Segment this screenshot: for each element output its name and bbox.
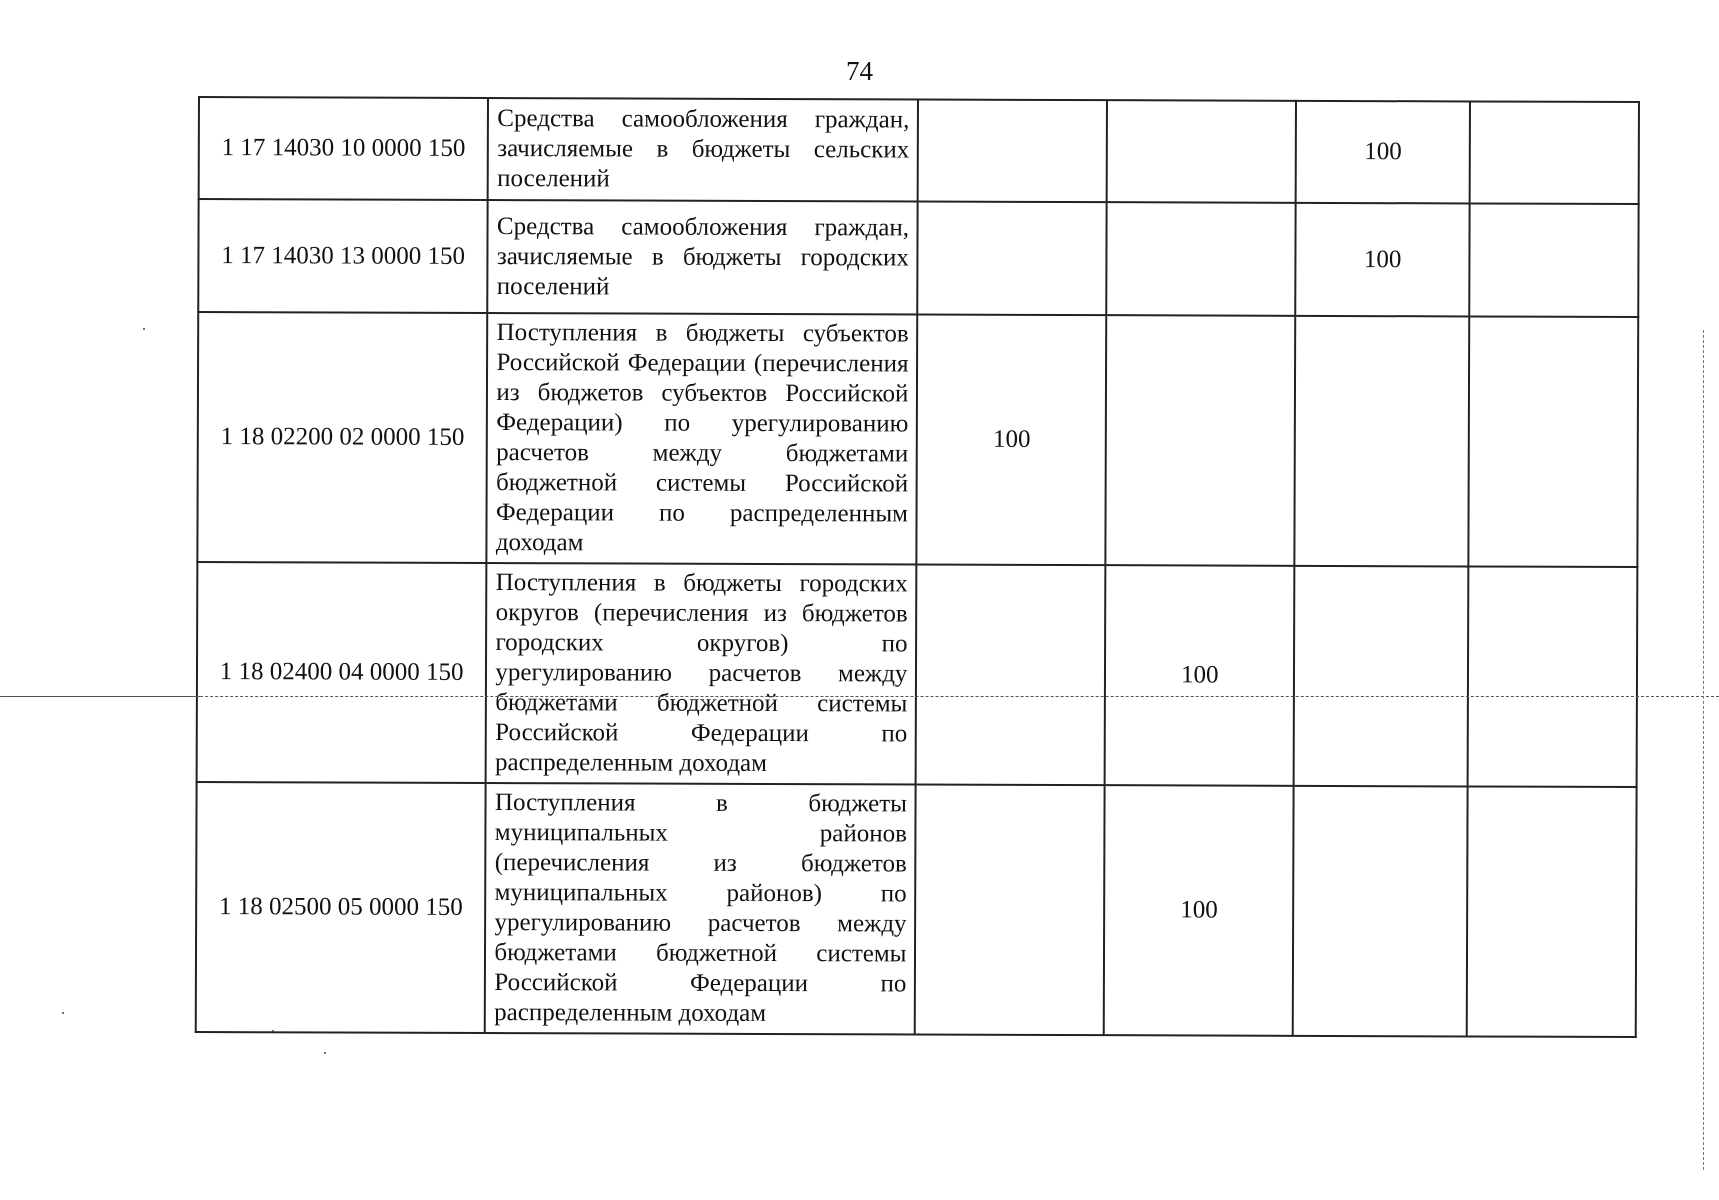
value-cell — [916, 565, 1106, 786]
scan-speck — [143, 328, 145, 330]
table-row — [197, 562, 1638, 787]
scan-speck — [324, 1052, 326, 1054]
scan-artifact-line — [0, 696, 1719, 697]
value-cell — [1293, 786, 1468, 1037]
revenue-description: Средства самообложения граждан, зачисляемые в бюджеты сельских поселений — [488, 98, 918, 202]
value-cell — [1295, 316, 1470, 567]
revenue-code: 1 17 14030 13 0000 150 — [198, 199, 488, 313]
revenue-table — [195, 96, 1640, 1038]
revenue-description: Поступления в бюджеты субъектов Российской Федерации (перечисления из бюджетов субъектов Российской Федерации) по урегулированию расчетов между бюджетами бюджетной системы Российской Федерации по распределенным доходам — [487, 313, 918, 564]
page-number: 74 — [846, 56, 873, 86]
revenue-code: 1 18 02200 02 0000 150 — [197, 312, 487, 563]
scan-speck — [62, 1012, 64, 1014]
value-cell — [1106, 315, 1296, 566]
value-cell — [918, 100, 1107, 203]
value-cell — [1469, 203, 1638, 317]
value-cell: 100 — [1296, 101, 1470, 204]
value-cell — [1107, 202, 1296, 316]
revenue-code: 1 18 02400 04 0000 150 — [197, 562, 487, 783]
revenue-description: Поступления в бюджеты городских округов (перечисления из бюджетов городских округов) по урегулированию расчетов между бюджетами бюджетной системы Российской Федерации по распределенным доходам — [486, 563, 917, 784]
revenue-code: 1 17 14030 10 0000 150 — [199, 97, 489, 200]
value-cell — [915, 785, 1105, 1036]
value-cell — [1294, 566, 1469, 787]
table-row — [199, 97, 1639, 204]
value-cell — [1470, 101, 1639, 204]
value-cell — [918, 202, 1107, 316]
value-cell — [1468, 566, 1638, 787]
value-cell: 100 — [1105, 565, 1295, 786]
table-row — [196, 782, 1637, 1037]
value-cell: 100 — [917, 315, 1107, 566]
value-cell — [1107, 100, 1296, 203]
value-cell — [1469, 316, 1639, 567]
scan-speck — [272, 1030, 274, 1032]
revenue-description: Поступления в бюджеты муниципальных районов (перечисления из бюджетов муниципальных районов) по урегулированию расчетов между бюджетами бюджетной системы Российской Федерации по распределенным доходам — [485, 783, 916, 1034]
revenue-description: Средства самообложения граждан, зачисляемые в бюджеты городских поселений — [488, 200, 918, 315]
table-row — [197, 312, 1638, 567]
value-cell — [1467, 786, 1637, 1037]
table-row — [198, 199, 1638, 317]
scan-edge-mark — [1703, 330, 1704, 1170]
value-cell: 100 — [1296, 203, 1470, 317]
revenue-code: 1 18 02500 05 0000 150 — [196, 782, 486, 1033]
value-cell: 100 — [1104, 785, 1294, 1036]
